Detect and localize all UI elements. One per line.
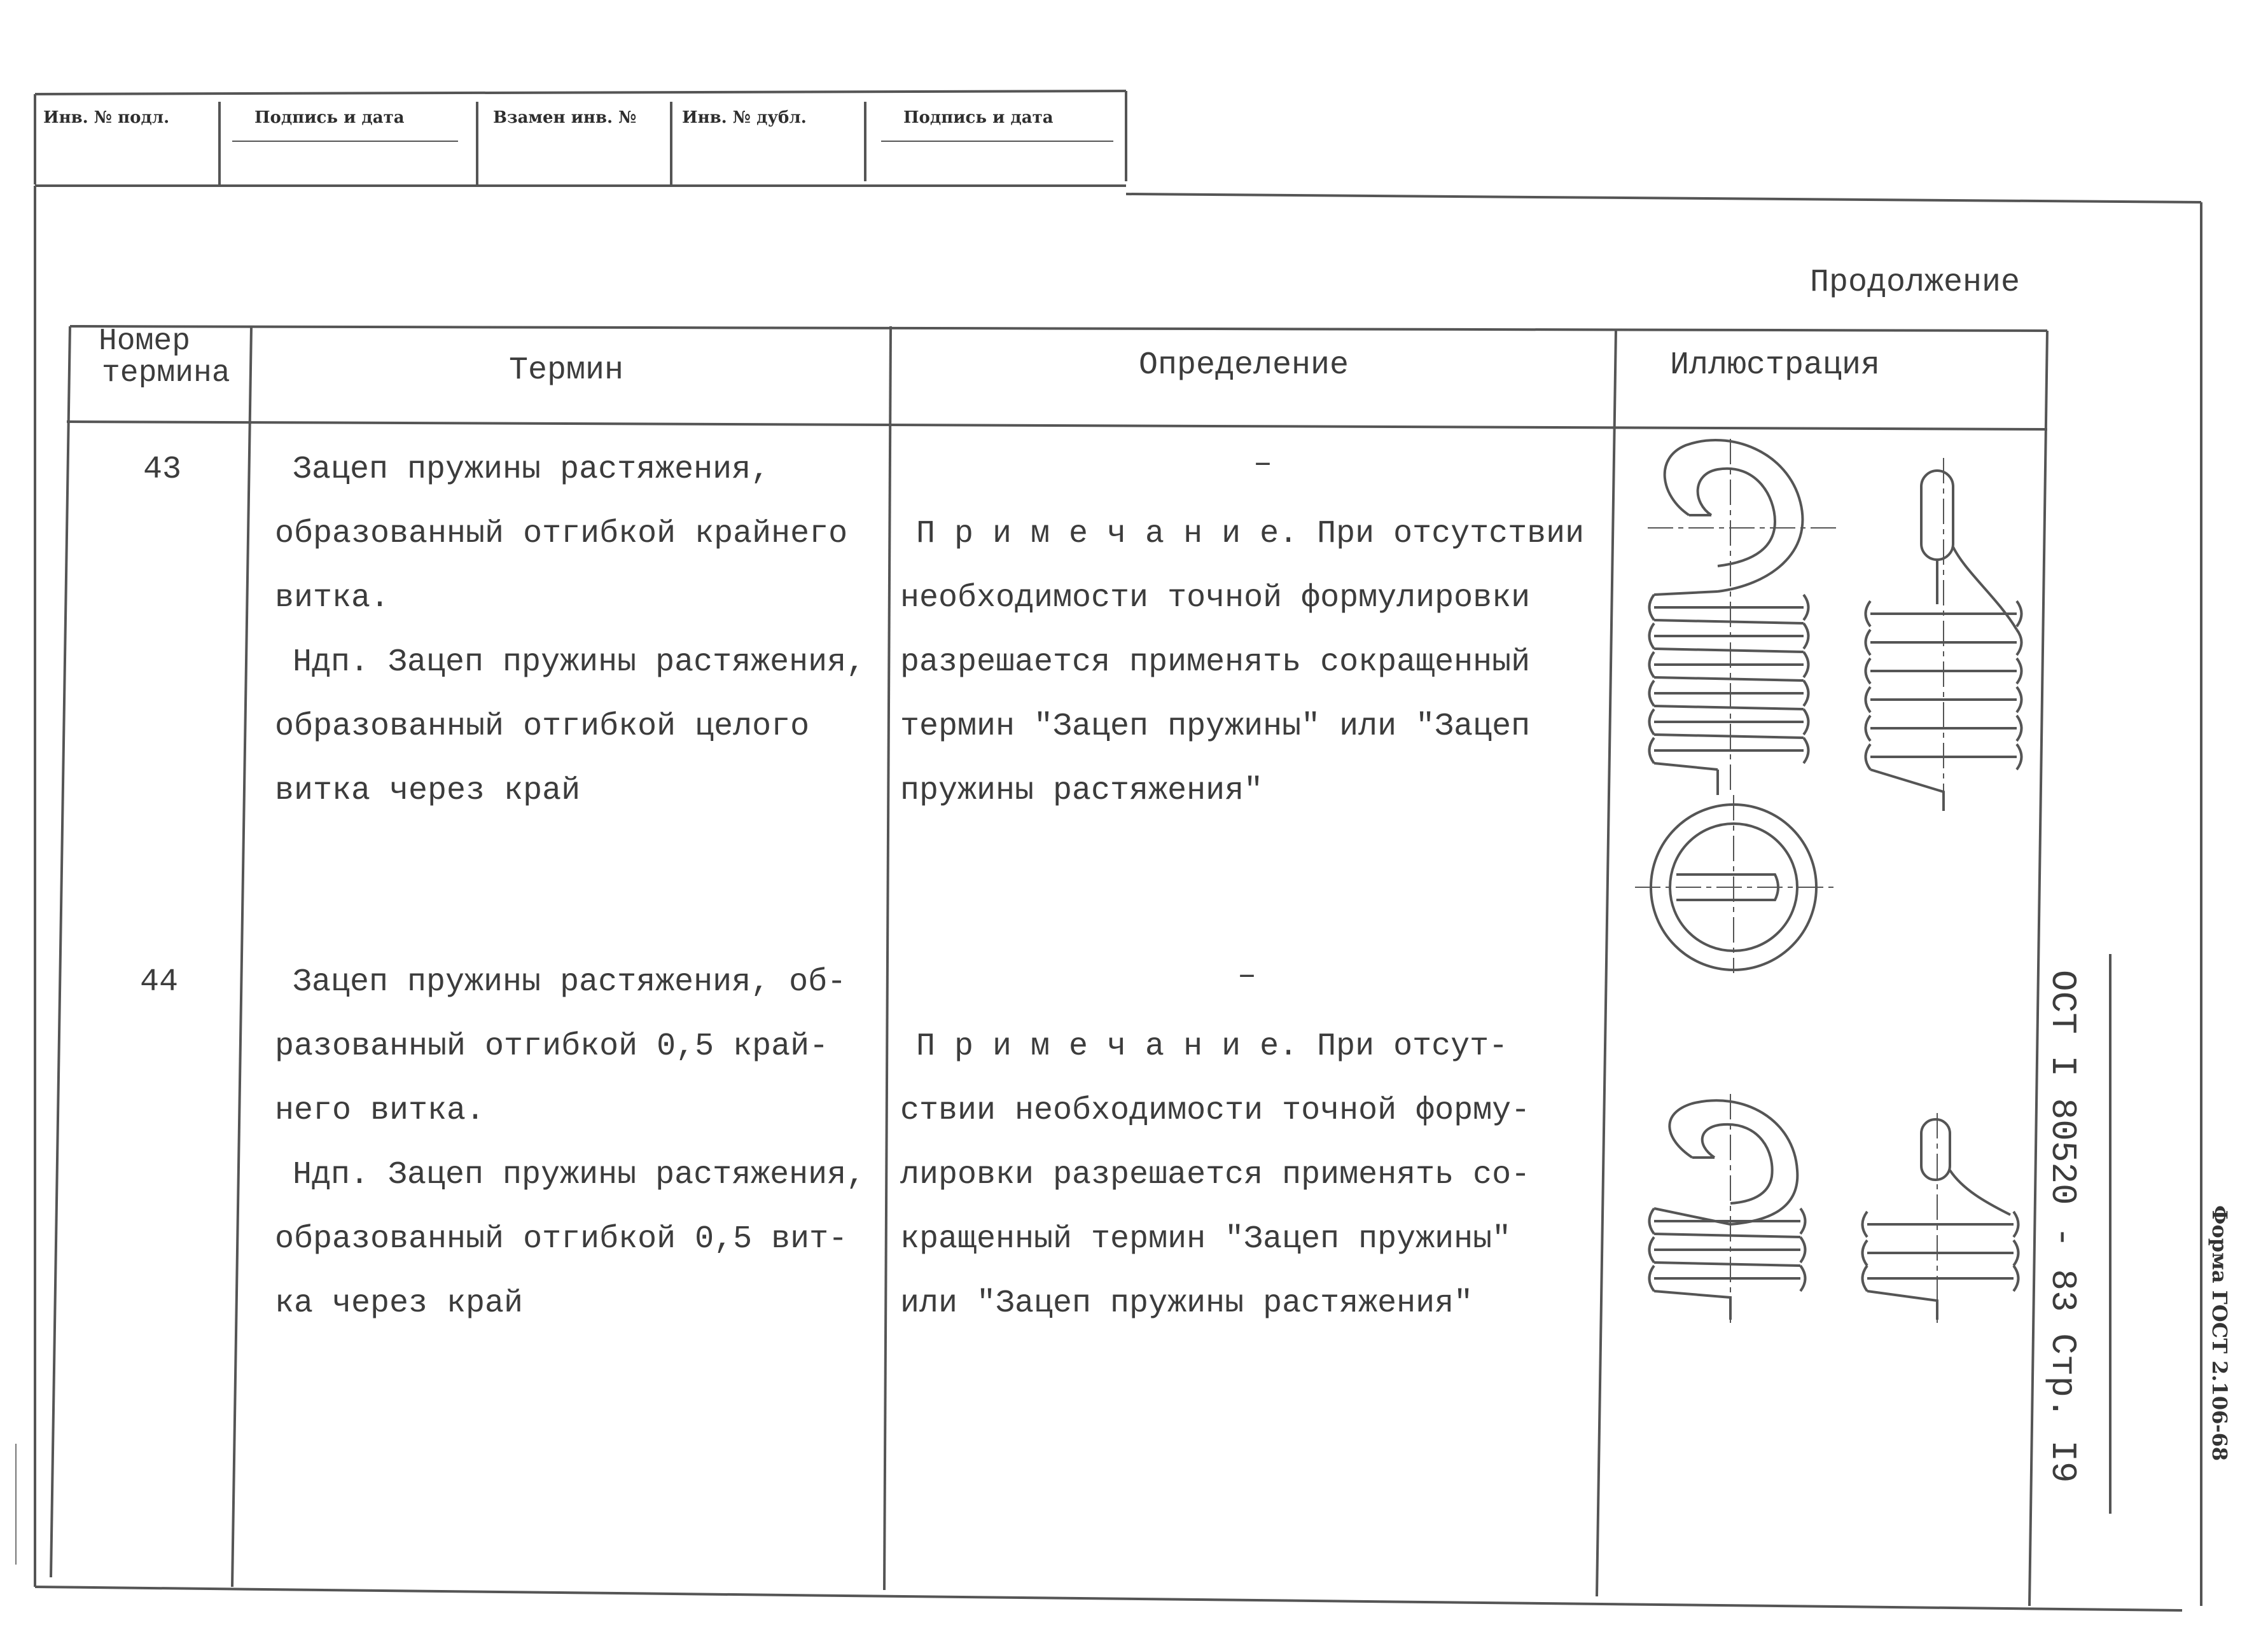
header-illustration: Иллюстрация: [1670, 347, 1881, 384]
row-44-number: 44: [140, 964, 179, 1000]
stamp-cell-inv-dubl: Инв. № дубл.: [682, 108, 807, 127]
continuation-label: Продолжение: [1810, 265, 2021, 301]
stamp-cell-replacement-inv: Взамен инв. №: [493, 108, 637, 127]
row-43-definition-line-1: П р и м е ч а н и е. При отсутствии: [916, 516, 1585, 552]
row-44-definition-dash: –: [1237, 958, 1257, 994]
row-43-term-line-2: образованный отгибкой крайнего: [275, 516, 848, 552]
row-44-definition-line-5: или "Зацеп пружины растяжения": [900, 1285, 1473, 1322]
stamp-cell-signature-date: Подпись и дата: [254, 108, 405, 127]
header-definition: Определение: [1139, 347, 1349, 384]
row-43-definition-dash: –: [1253, 446, 1273, 482]
row-43-term-line-4: Ндп. Зацеп пружины растяжения,: [293, 644, 866, 681]
row-44-term-line-3: него витка.: [275, 1093, 485, 1129]
row-44-term-line-1: Зацеп пружины растяжения, об-: [293, 964, 847, 1000]
row-44-definition-line-3: лировки разрешается применять со-: [900, 1157, 1531, 1193]
row-44-definition-line-1: П р и м е ч а н и е. При отсут-: [916, 1028, 1508, 1065]
row-43-term-line-3: витка.: [275, 580, 390, 616]
header-number-line-1: Номер: [99, 324, 191, 359]
spring-illustration-44: [1650, 1094, 2019, 1323]
stamp-cell-inv-podl: Инв. № подл.: [43, 108, 170, 127]
row-44-term-line-4: Ндп. Зацеп пружины растяжения,: [293, 1157, 866, 1193]
row-44-definition-line-2: ствии необходимости точной форму-: [900, 1093, 1531, 1129]
row-43-number: 43: [143, 452, 182, 488]
stamp-cell-signature-date-2: Подпись и дата: [903, 108, 1054, 127]
row-44-term-line-5: образованный отгибкой 0,5 вит-: [275, 1221, 848, 1257]
row-44-term-line-6: ка через край: [275, 1285, 524, 1322]
row-44-term-line-2: разованный отгибкой 0,5 край-: [275, 1028, 829, 1065]
code-underline: [2109, 954, 2111, 1514]
row-43-term-line-5: образованный отгибкой целого: [275, 709, 810, 745]
header-number-line-2: термина: [102, 356, 230, 391]
row-43-term-line-1: Зацеп пружины растяжения,: [293, 452, 770, 488]
header-term: Термин: [509, 352, 624, 389]
form-note: Форма ГОСТ 2.106-68: [2208, 1205, 2232, 1462]
spring-illustration-43: [1635, 439, 2022, 973]
row-43-definition-line-4: термин "Зацеп пружины" или "Зацеп: [900, 709, 1531, 745]
row-43-definition-line-5: пружины растяжения": [900, 773, 1263, 809]
document-code-page: ОСТ I 80520 - 83 Стр. I9: [2042, 970, 2083, 1483]
row-44-definition-line-4: кращенный термин "Зацеп пружины": [900, 1221, 1512, 1257]
row-43-term-line-6: витка через край: [275, 773, 581, 809]
row-43-definition-line-3: разрешается применять сокращенный: [900, 644, 1531, 681]
row-43-definition-line-2: необходимости точной формулировки: [900, 580, 1531, 616]
